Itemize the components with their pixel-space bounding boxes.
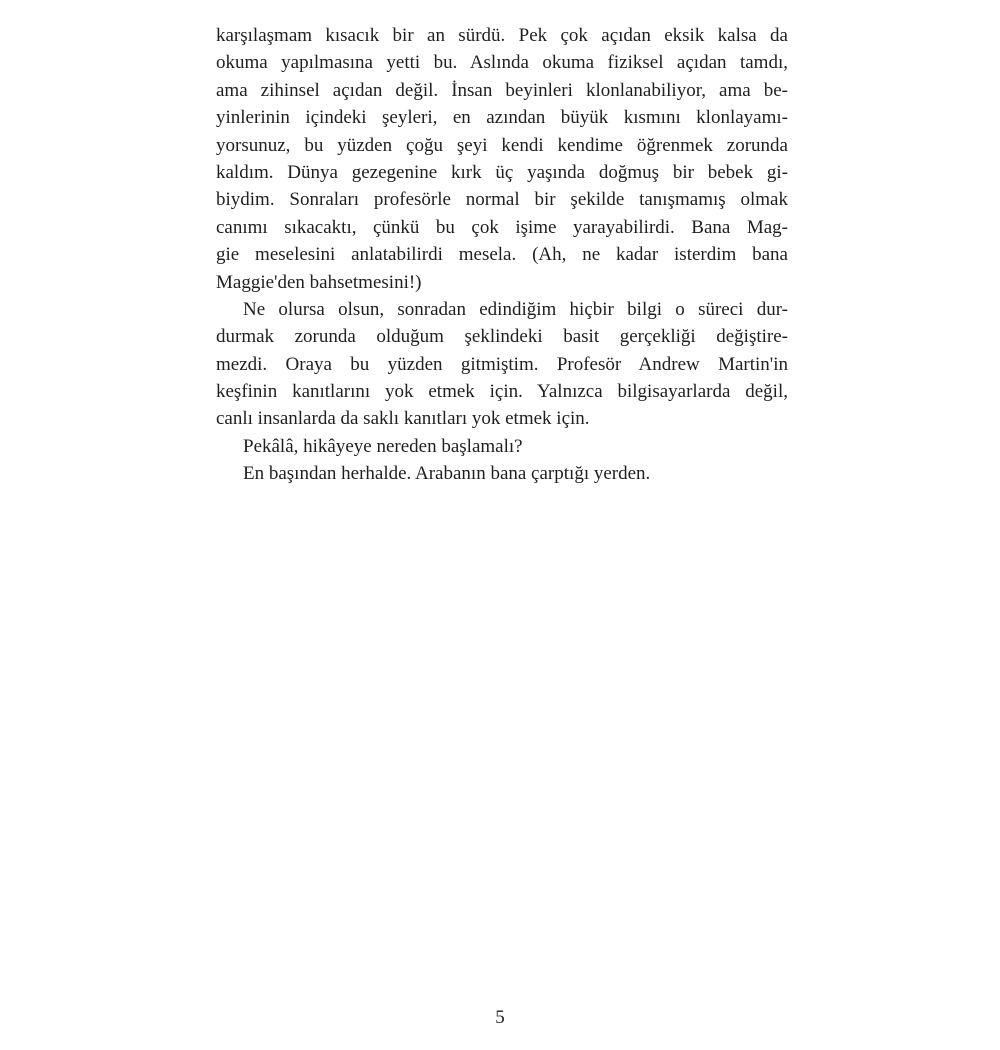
- text-line: karşılaşmam kısacık bir an sürdü. Pek çok açıdan eksik kalsa da: [216, 25, 788, 46]
- text-line: En başından herhalde. Arabanın bana çarptığı yerden.: [243, 463, 651, 485]
- text-line: Ne olursa olsun, sonradan edindiğim hiçbir bilgi o süreci dur-: [243, 298, 788, 320]
- text-line: biydim. Sonraları profesörle normal bir şekilde tanışmamış olmak: [216, 189, 788, 211]
- page-number: 5: [495, 1007, 505, 1028]
- text-line: Maggie'den bahsetmesini!): [216, 271, 422, 293]
- text-line: durmak zorunda olduğum şeklindeki basit gerçekliği değiştire-: [216, 326, 788, 348]
- text-line: mezdi. Oraya bu yüzden gitmiştim. Profesör Andrew Martin'in: [216, 353, 788, 375]
- text-line: gie meselesini anlatabilirdi mesela. (Ah, ne kadar isterdim bana: [216, 244, 788, 266]
- text-line: kaldım. Dünya gezegenine kırk üç yaşında doğmuş bir bebek gi-: [216, 161, 788, 183]
- text-line: Pekâlâ, hikâyeye nereden başlamalı?: [243, 435, 523, 457]
- text-line: yinlerinin içindeki şeyleri, en azından büyük kısmını klonlayamı-: [216, 107, 788, 129]
- text-line: canlı insanlarda da saklı kanıtları yok etmek için.: [216, 408, 590, 430]
- text-line: yorsunuz, bu yüzden çoğu şeyi kendi kendime öğrenmek zorunda: [216, 134, 788, 156]
- text-line: keşfinin kanıtlarını yok etmek için. Yalnızca bilgisayarlarda değil,: [216, 381, 788, 403]
- body-text: [216, 22, 788, 488]
- text-line: canımı sıkacaktı, çünkü bu çok işime yarayabilirdi. Bana Mag-: [216, 216, 788, 238]
- text-line: ama zihinsel açıdan değil. İnsan beyinleri klonlanabiliyor, ama be-: [216, 79, 788, 101]
- text-line: okuma yapılmasına yetti bu. Aslında okuma fiziksel açıdan tamdı,: [216, 52, 788, 74]
